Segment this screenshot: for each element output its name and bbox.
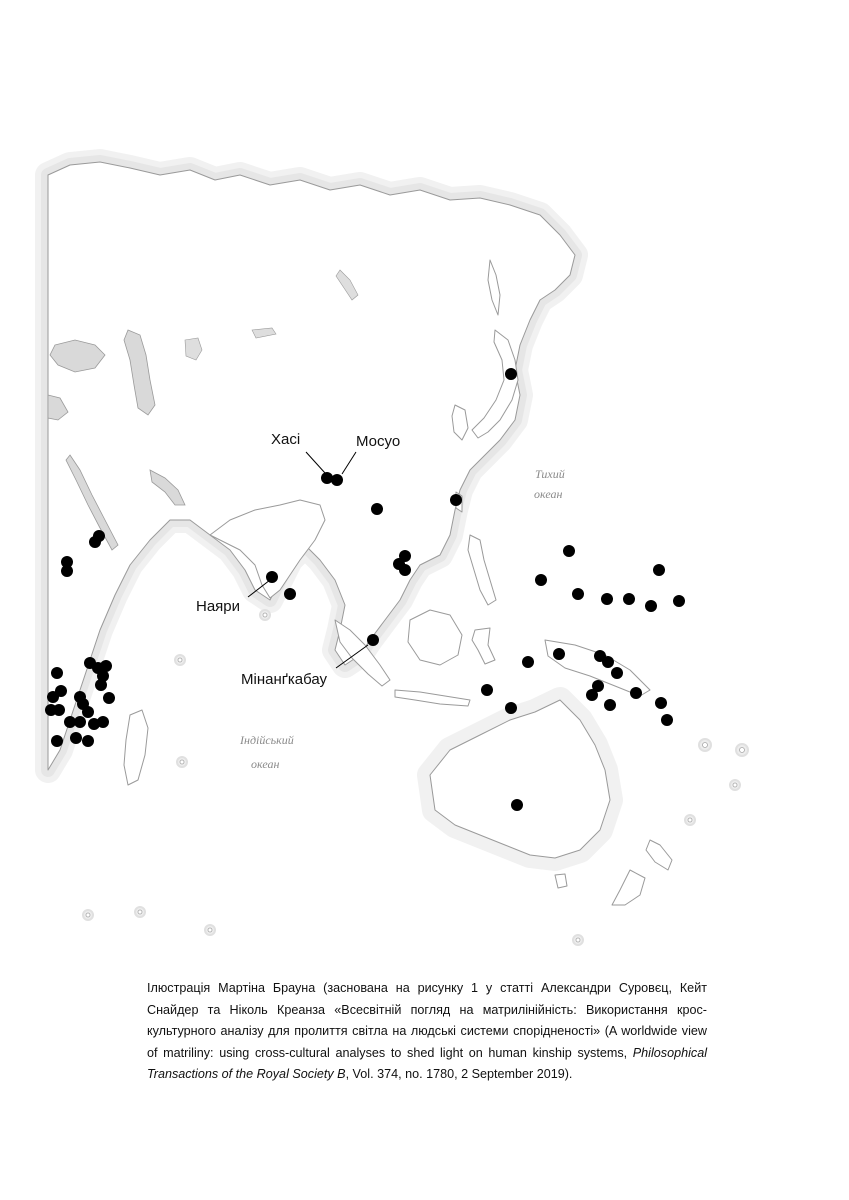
java-land <box>395 690 470 706</box>
marker <box>95 679 107 691</box>
marker <box>103 692 115 704</box>
marker <box>586 689 598 701</box>
marker <box>371 503 383 515</box>
borneo-land <box>408 610 462 665</box>
marker <box>51 667 63 679</box>
marker <box>74 716 86 728</box>
marker <box>661 714 673 726</box>
marker <box>601 593 613 605</box>
marker <box>70 732 82 744</box>
marker <box>535 574 547 586</box>
tasmania-land <box>555 874 567 888</box>
marker <box>563 545 575 557</box>
label-indian-line1: Індійський <box>240 733 294 747</box>
marker <box>82 706 94 718</box>
marker <box>505 702 517 714</box>
marker <box>284 588 296 600</box>
caption-text-2: , Vol. 374, no. 1780, 2 September 2019). <box>345 1067 573 1081</box>
marker <box>630 687 642 699</box>
label-minangkabau: Мінанґкабау <box>241 671 328 688</box>
marker-minangkabau <box>367 634 379 646</box>
marker <box>604 699 616 711</box>
pacific-islets <box>83 610 748 945</box>
marker <box>673 595 685 607</box>
marker <box>53 704 65 716</box>
caption-journal: Philosophical Transactions of the Royal Society B <box>147 1045 707 1081</box>
marker <box>82 735 94 747</box>
marker <box>97 716 109 728</box>
marker <box>450 494 462 506</box>
new-zealand-south-land <box>612 870 645 905</box>
madagascar-land <box>124 710 148 785</box>
marker <box>655 697 667 709</box>
marker <box>51 735 63 747</box>
marker <box>511 799 523 811</box>
label-pacific-line2: океан <box>534 487 563 501</box>
marker-nayar <box>266 571 278 583</box>
figure-caption <box>147 978 707 1086</box>
label-mosuo: Мосуо <box>356 433 401 450</box>
marker <box>399 564 411 576</box>
marker <box>623 593 635 605</box>
sulawesi-land <box>472 628 495 664</box>
marker <box>505 368 517 380</box>
marker-mosuo <box>331 474 343 486</box>
philippines-land <box>468 535 496 605</box>
label-pacific-line1: Тихий <box>535 467 565 481</box>
marker <box>611 667 623 679</box>
marker <box>653 564 665 576</box>
label-khasi: Хасі <box>271 431 301 448</box>
marker <box>61 565 73 577</box>
label-indian-line2: океан <box>251 757 280 771</box>
marker-khasi <box>321 472 333 484</box>
marker <box>602 656 614 668</box>
marker <box>522 656 534 668</box>
caption-text-1: Ілюстрація Мартіна Брауна (заснована на рисунку 1 у статті Александри Суровєц, Кейт Снайдер та Ніколь Креанза «Всесвітній погляд на матрилінійність: Використання кроскультурного аналізу для пролиття світла на людські системи спорідненості» (A worldwide view of matriliny: using cross-cultural analyses to shed light on human kinship systems, <box>147 981 707 1060</box>
marker <box>481 684 493 696</box>
new-zealand-north-land <box>646 840 672 870</box>
marker <box>553 648 565 660</box>
marker <box>572 588 584 600</box>
label-nayar: Наяри <box>196 598 241 615</box>
marker <box>645 600 657 612</box>
marker <box>89 536 101 548</box>
marker <box>47 691 59 703</box>
